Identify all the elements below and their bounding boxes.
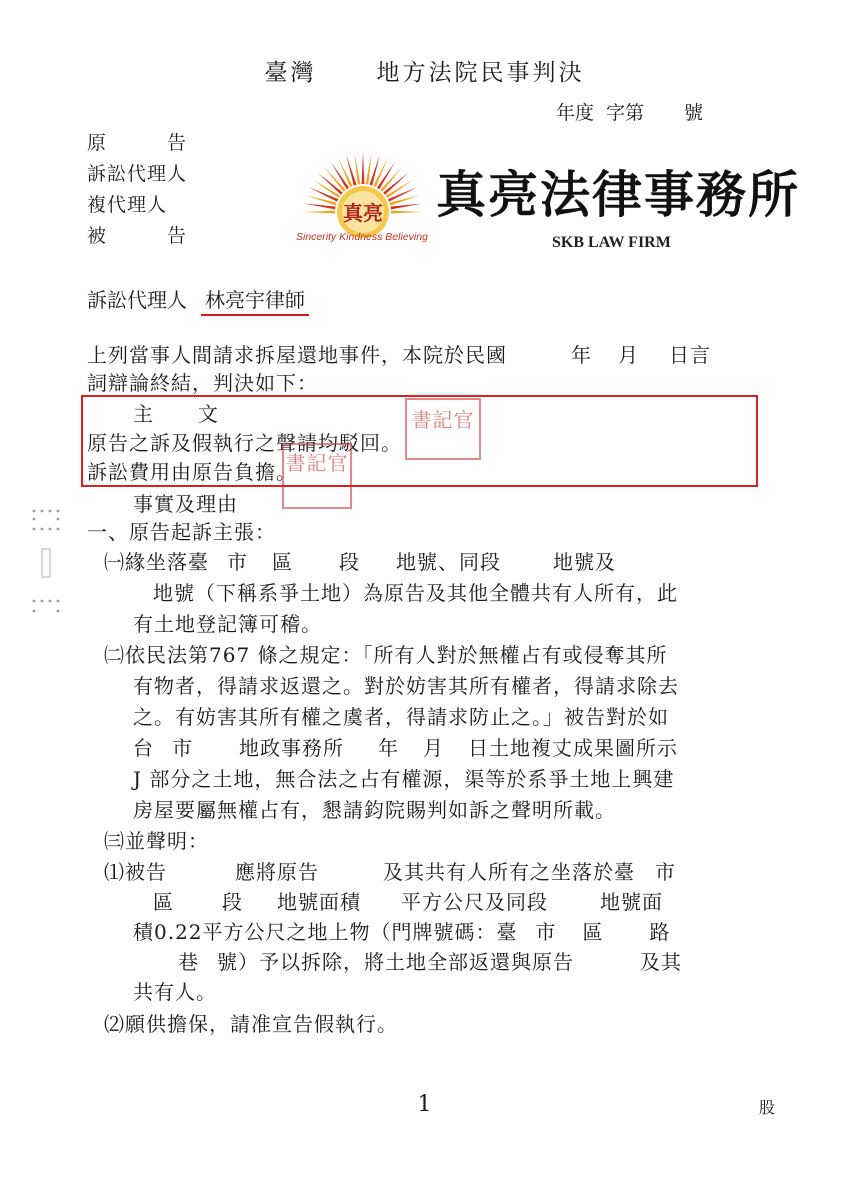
section-1-heading: 一、原告起訴主張：	[87, 520, 276, 544]
para-2-line-2: 有物者，得請求返還之。對於妨害其所有權者，得請求除去	[133, 674, 679, 698]
party-litigation-agent: 訴訟代理人	[87, 163, 188, 185]
item-1-line-1	[104, 860, 676, 884]
item-1-line-3	[133, 920, 671, 944]
text-fragment: 地政事務所	[239, 736, 344, 760]
firm-name: 真亮法律事務所	[436, 165, 800, 224]
para-3-marker: ㈢	[104, 829, 125, 853]
text-fragment: 緣坐落臺	[125, 550, 209, 574]
binding-hole-marks	[28, 505, 68, 625]
para-1-marker: ㈠	[104, 550, 125, 574]
logo-sun-ray	[304, 203, 336, 209]
item-2	[104, 1012, 398, 1036]
para-2-line-6: 房屋要屬無權占有，懇請鈞院賜判如訴之聲明所載。	[133, 798, 616, 822]
item-1-marker: ⑴	[104, 860, 125, 884]
text-fragment: 地號面	[600, 890, 663, 914]
party-defendant: 被 告	[87, 225, 188, 247]
case-word: 字第	[606, 102, 645, 124]
text-fragment: 市	[172, 736, 193, 760]
clerk-stamp	[405, 398, 481, 460]
text-fragment: 路	[649, 920, 671, 944]
main-text-heading	[133, 402, 219, 426]
text-fragment: 段	[339, 550, 360, 574]
intro-day: 日言	[669, 343, 711, 367]
logo-sun-ray	[366, 153, 372, 185]
clerk-stamp-text-2: 書記官	[285, 451, 349, 475]
text-fragment: 台	[133, 736, 154, 760]
logo-sun-ray	[390, 203, 422, 209]
intro-line-2: 詞辯論終結，判決如下：	[87, 371, 318, 395]
case-year: 年度	[556, 102, 595, 124]
defendant-agent-name: 林亮宇律師	[201, 288, 309, 316]
text-fragment: 積0.22平方公尺之地上物（門牌號碼：臺	[133, 920, 518, 944]
text-fragment: 市	[535, 920, 557, 944]
party-plaintiff: 原 告	[87, 132, 188, 154]
main-heading-char-2: 文	[198, 402, 219, 426]
intro-year: 年	[571, 343, 592, 367]
clerk-stamp-2	[282, 443, 352, 509]
court-location: 臺灣	[264, 60, 317, 86]
intro-text: 上列當事人間請求拆屋還地事件，本院於民國	[87, 343, 507, 367]
text-fragment: 市	[655, 860, 676, 884]
para-2-line-4	[133, 736, 678, 760]
firm-english-name: SKB LAW FIRM	[552, 234, 671, 251]
para-3-line-1	[104, 829, 209, 853]
main-heading-char-1: 主	[133, 402, 154, 426]
clerk-stamp-text: 書記官	[411, 408, 475, 432]
para-2-marker: ㈡	[104, 643, 125, 667]
text-fragment: 依民法第767 條之規定：「所有人對於無權占有或侵奪其所	[125, 643, 668, 667]
intro-month: 月	[618, 343, 639, 367]
logo-sun-ray	[391, 211, 423, 214]
text-fragment: 區	[582, 920, 604, 944]
item-1-line-5: 共有人。	[133, 980, 217, 1004]
court-title	[0, 54, 849, 87]
para-2-line-5: J 部分之土地，無合法之占有權源，渠等於系爭土地上興建	[133, 767, 675, 791]
text-fragment: 市	[227, 550, 248, 574]
para-1-line-2: 地號（下稱系爭土地）為原告及其他全體共有人所有，此	[153, 581, 678, 605]
text-fragment: 號）予以拆除，將土地全部返還與原告	[217, 950, 574, 974]
para-2-line-3: 之。有妨害其所有權之虞者，得請求防止之。」被告對於如	[133, 705, 669, 729]
text-fragment: 巷	[178, 950, 199, 974]
text-fragment: 被告	[125, 860, 167, 884]
text-fragment: 地號及	[553, 550, 616, 574]
para-1-line-3: 有土地登記簿可稽。	[133, 612, 322, 636]
text-fragment: 地號、同段	[396, 550, 501, 574]
case-number	[556, 98, 703, 125]
text-fragment: 應將原告	[235, 860, 319, 884]
text-fragment: 願供擔保，請准宣告假執行。	[125, 1012, 398, 1036]
text-fragment: 月	[423, 736, 444, 760]
defendant-agent-label: 訴訟代理人	[87, 288, 187, 312]
text-fragment: 日土地複丈成果圖所示	[468, 736, 678, 760]
court-judgment-type: 地方法院民事判決	[376, 60, 585, 86]
text-fragment: 段	[222, 890, 243, 914]
page-number: 1	[417, 1092, 432, 1117]
item-1-line-4	[178, 950, 682, 974]
para-2-line-1	[104, 643, 668, 667]
para-1-line-1	[104, 550, 616, 574]
party-sub-agent: 複代理人	[87, 194, 168, 216]
item-2-marker: ⑵	[104, 1012, 125, 1036]
text-fragment: 區	[272, 550, 293, 574]
text-fragment: 區	[153, 890, 174, 914]
logo-char: 真亮	[343, 201, 383, 225]
text-fragment: 年	[378, 736, 399, 760]
facts-heading: 事實及理由	[133, 492, 238, 516]
text-fragment: 平方公尺及同段	[401, 890, 548, 914]
firm-slogan: Sincerity Kindness Believing	[296, 231, 428, 243]
item-1-line-2	[153, 890, 663, 914]
main-text-line-2: 訴訟費用由原告負擔。	[87, 460, 297, 484]
logo-sun-ray	[354, 153, 360, 185]
text-fragment: 並聲明：	[125, 829, 209, 853]
logo-sun-ray	[362, 152, 365, 184]
division-label: 股	[759, 1098, 776, 1117]
text-fragment: 地號面積	[277, 890, 361, 914]
intro-line-1	[87, 343, 711, 367]
text-fragment: 及其	[640, 950, 682, 974]
defendant-agent-line	[87, 284, 309, 313]
case-number-suffix: 號	[684, 102, 704, 124]
main-text-line-1: 原告之訴及假執行之聲請均駁回。	[87, 431, 402, 455]
text-fragment: 及其共有人所有之坐落於臺	[383, 860, 635, 884]
logo-sun-ray	[303, 211, 335, 214]
